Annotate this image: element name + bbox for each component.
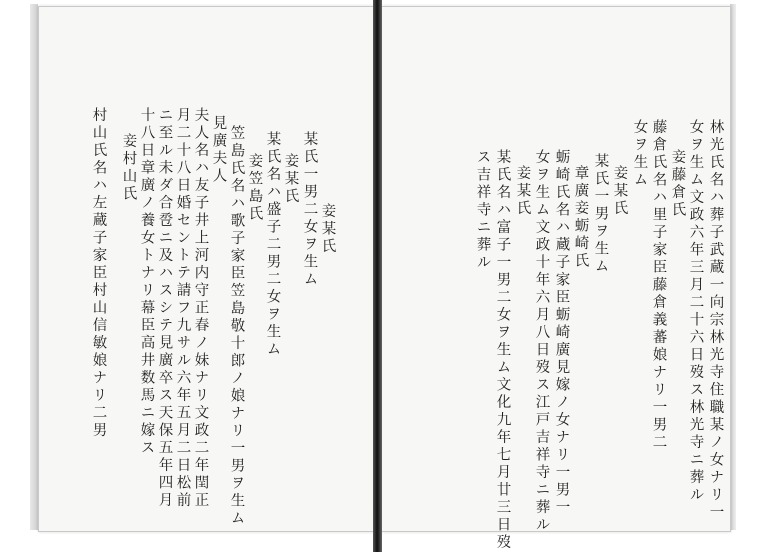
right-col-10: 女ヲ生ム文政十年六月八日歿ス江戸吉祥寺ニ葬ル xyxy=(533,149,550,534)
right-col-1: 林光氏名ハ葬子武蔵一向宗林光寺住職某ノ女ナリ一 xyxy=(707,119,724,522)
left-col-12: 妾村山氏 xyxy=(120,133,137,203)
left-col-4: 某氏名ハ盛子二男二女ヲ生ム xyxy=(264,131,281,359)
left-col-1: 妾某氏 xyxy=(319,203,336,256)
left-col-7: 見廣夫人 xyxy=(210,115,227,185)
left-page xyxy=(38,6,375,532)
right-col-8: 章廣妾蛎崎氏 xyxy=(572,165,589,270)
right-col-4: 藤倉氏名ハ里子家臣藤倉義蕃娘ナリ一男二 xyxy=(650,119,667,452)
left-page-edge xyxy=(30,4,38,530)
right-col-5: 女ヲ生ム xyxy=(631,119,648,189)
left-col-2: 某氏一男二女ヲ生ム xyxy=(301,131,318,289)
right-col-12: 某氏名ハ富子一男二女ヲ生ム文化九年七月廿三日歿 xyxy=(494,149,511,552)
left-col-10: ニ至ル未ダ合卺ニ及ハスシテ見廣卒ス天保五年四月 xyxy=(156,107,173,510)
right-col-13: ス吉祥寺ニ葬ル xyxy=(474,149,491,272)
right-col-11: 妾某氏 xyxy=(514,165,531,218)
right-col-9: 蛎崎氏名ハ蔵子家臣蛎崎廣見嫁ノ女ナリ一男一 xyxy=(553,149,570,517)
left-col-11: 十八日章廣ノ養女トナリ幕臣高井数馬ニ嫁ス xyxy=(138,107,155,457)
right-col-6: 妾某氏 xyxy=(611,165,628,218)
right-col-7: 某氏一男ヲ生ム xyxy=(592,153,609,276)
left-col-3: 妾某氏 xyxy=(282,153,299,206)
book-spine xyxy=(373,0,382,552)
left-col-9: 月二十八日婚セントテ請フ九サル六年五月二日松前 xyxy=(174,107,191,510)
right-page xyxy=(382,6,731,552)
left-col-5: 妾笠島氏 xyxy=(246,153,263,223)
left-col-13: 村山氏名ハ左蔵子家臣村山信敏娘ナリ二男 xyxy=(90,107,107,440)
right-col-3: 妾藤倉氏 xyxy=(669,149,686,219)
right-col-2: 女ヲ生ム文政六年三月二十六日歿ス林光寺ニ葬ル xyxy=(687,119,704,504)
left-col-6: 笠島氏名ハ歌子家臣笠島敬十郎ノ娘ナリ一男ヲ生ム xyxy=(228,125,245,528)
left-col-8: 夫人名ハ友子井上河内守正春ノ妹ナリ文政二年閏正 xyxy=(192,107,209,510)
